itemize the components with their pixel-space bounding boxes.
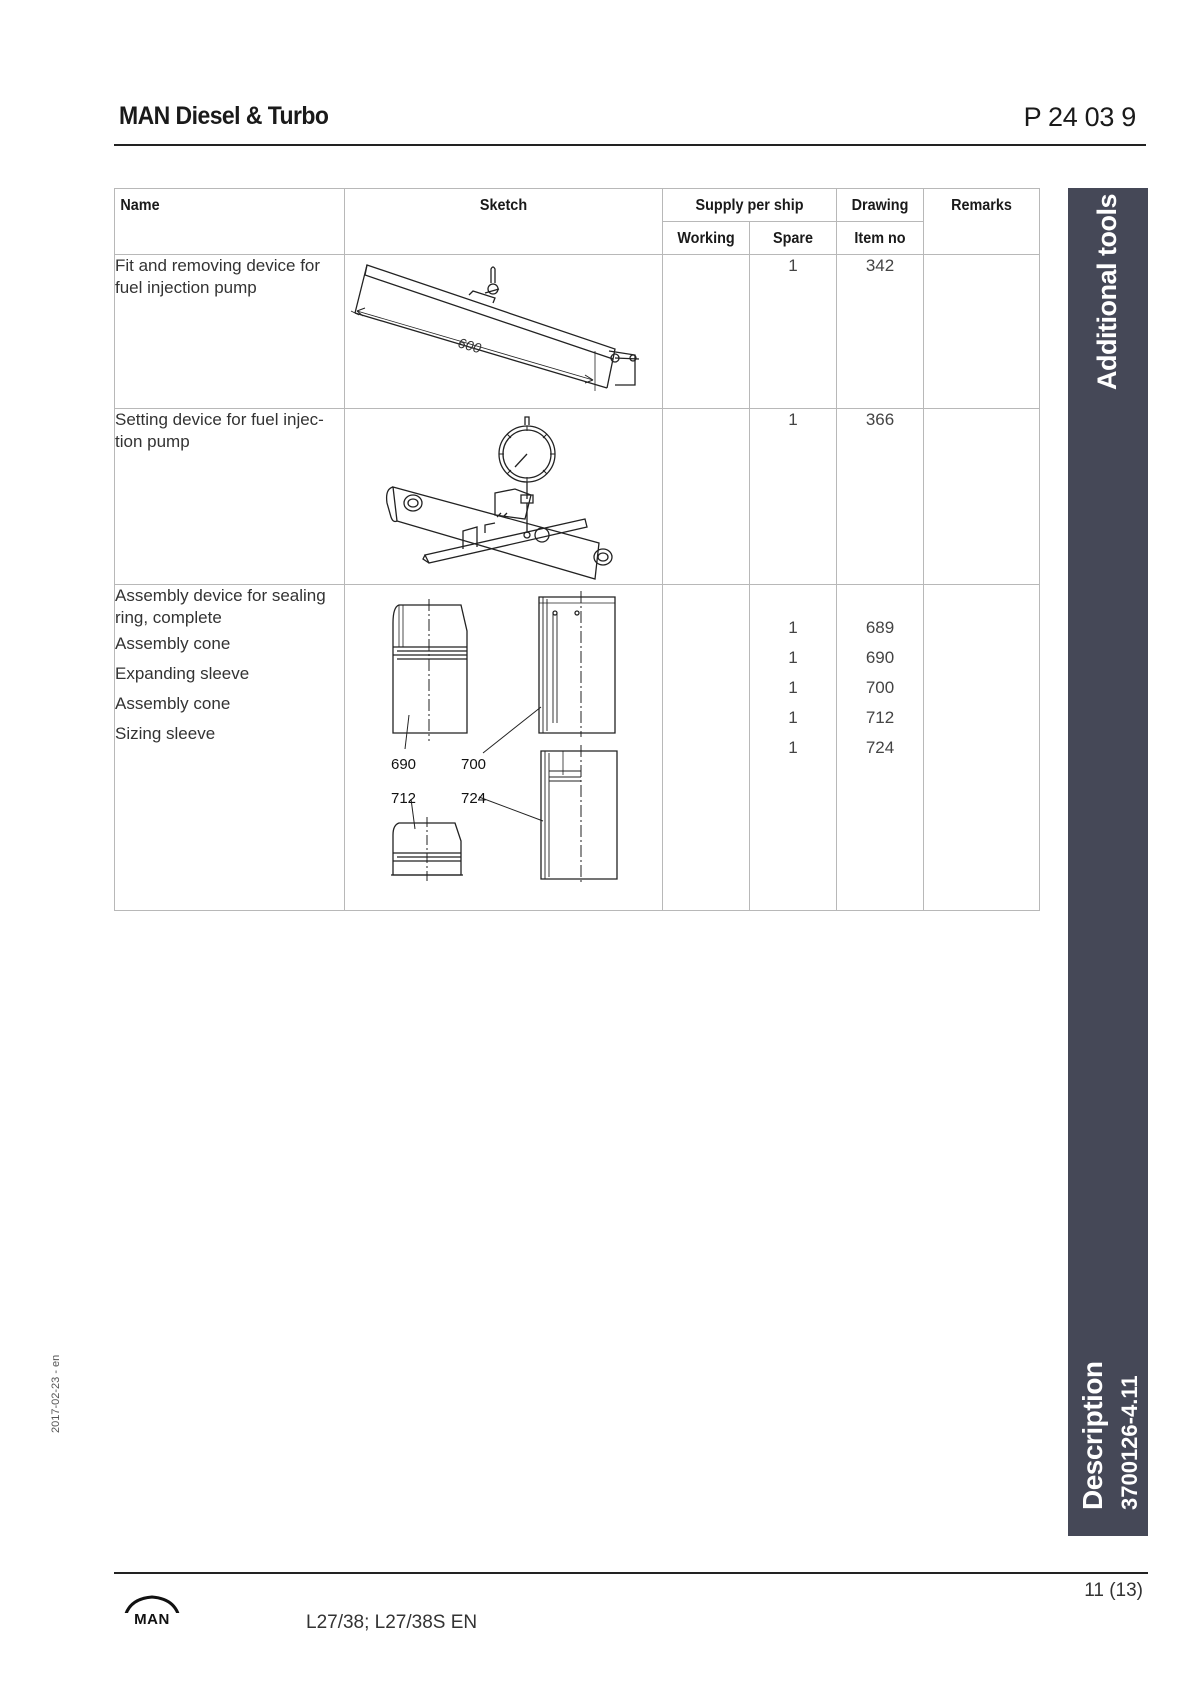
table-row: [115, 255, 1040, 409]
sketch-assembly-device: [345, 585, 663, 911]
col-header-name: Name: [115, 189, 345, 255]
document-number: P 24 03 9: [1023, 102, 1136, 132]
spare-value: 1: [788, 648, 798, 667]
spare-value: 1: [788, 618, 798, 637]
setting-device-drawing: [345, 409, 661, 583]
tool-sub-name: Assembly cone: [115, 694, 231, 713]
table-row: [115, 585, 1040, 911]
sketch-fit-removing-device: [345, 255, 663, 409]
item-no-cell-group: [837, 585, 924, 911]
item-no-cell: 342: [837, 255, 924, 409]
document-code: 3700126-4.11: [1117, 1375, 1142, 1510]
table-row: [115, 409, 1040, 585]
label-700: 700: [461, 756, 487, 773]
working-cell: [663, 409, 750, 585]
tool-name-group: [115, 585, 345, 911]
col-header-spare: Spare: [750, 222, 837, 255]
spare-cell: 1: [750, 409, 837, 585]
section-title: Additional tools: [1092, 194, 1122, 390]
tool-sub-name: Sizing sleeve: [115, 724, 216, 743]
item-no-value: 712: [865, 708, 895, 727]
col-header-supply: Supply per ship: [663, 189, 837, 222]
logo-text: MAN: [134, 1611, 170, 1628]
col-header-remarks: Remarks: [924, 189, 1040, 255]
label-712: 712: [391, 790, 417, 807]
company-name: MAN Diesel & Turbo: [119, 102, 329, 130]
label-690: 690: [391, 756, 417, 773]
tools-table: [114, 188, 1040, 911]
spare-value: 1: [788, 678, 798, 697]
header-divider: [114, 144, 1146, 146]
spare-value: 1: [788, 708, 798, 727]
col-header-working: Working: [663, 222, 750, 255]
working-cell: [663, 255, 750, 409]
man-logo: [118, 1593, 186, 1634]
remarks-cell: [924, 585, 1040, 911]
table-header-row: [115, 189, 1040, 222]
tool-sub-name: Assembly cone: [115, 634, 231, 653]
length-dimension-label: 600: [456, 334, 484, 357]
tool-name: Fit and removing device for fuel injection pump: [115, 255, 345, 409]
remarks-cell: [924, 409, 1040, 585]
assembly-device-drawing: [345, 585, 661, 907]
sidebar-band: [1068, 188, 1148, 1536]
working-cell: [663, 585, 750, 911]
tool-name: Setting device for fuel injec-tion pump: [115, 409, 345, 585]
col-header-item-no: Item no: [837, 222, 924, 255]
footer-divider: [114, 1572, 1148, 1574]
document-type: Description: [1077, 1361, 1108, 1510]
item-no-value: 700: [865, 678, 895, 697]
col-header-sketch: Sketch: [345, 189, 663, 255]
sketch-setting-device: [345, 409, 663, 585]
spare-value: 1: [788, 738, 798, 757]
fit-removing-device-drawing: [345, 255, 661, 407]
tool-sub-name: Expanding sleeve: [115, 664, 250, 683]
item-no-value: 690: [865, 648, 895, 667]
remarks-cell: [924, 255, 1040, 409]
spare-cell: 1: [750, 255, 837, 409]
tool-name: Assembly device for sealing ring, complete: [115, 586, 326, 627]
page-number: 11 (13): [1084, 1580, 1143, 1601]
item-no-cell: 366: [837, 409, 924, 585]
col-header-drawing: Drawing: [837, 189, 924, 222]
item-no-value: 689: [865, 618, 895, 637]
engine-type: L27/38; L27/38S EN: [306, 1612, 478, 1633]
label-724: 724: [461, 790, 487, 807]
item-no-value: 724: [865, 738, 895, 757]
print-date: 2017-02-23 - en: [50, 1354, 62, 1433]
spare-cell-group: [750, 585, 837, 911]
